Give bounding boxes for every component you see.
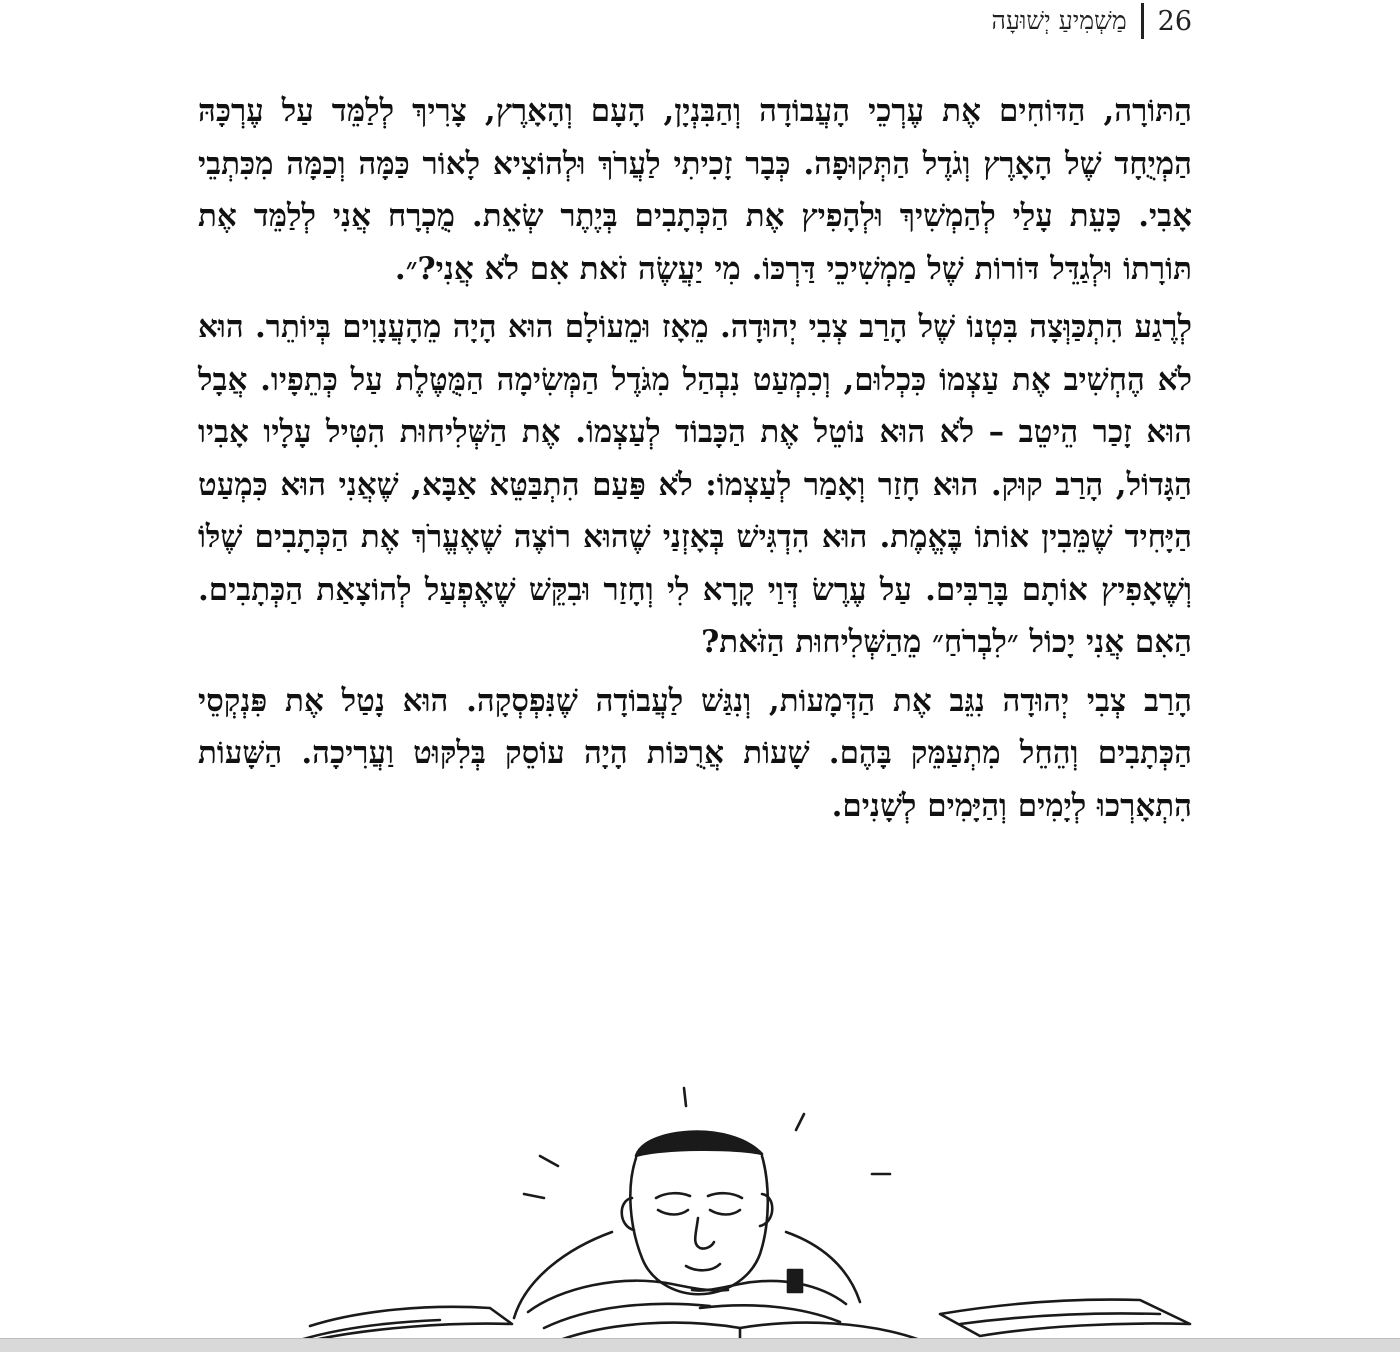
page-number: 26 [1157,5,1192,37]
arm-left [528,1281,728,1312]
book-title: מַשְׁמִיעַ יְשׁוּעָה [991,6,1127,35]
book-left [310,1307,512,1340]
book-right [940,1300,1190,1336]
body-text [198,85,1192,832]
emphasis-mark [524,1194,544,1198]
illustration-man-reading [300,1078,1200,1340]
running-header [991,2,1192,40]
shirt [514,1232,612,1318]
emphasis-mark [540,1156,558,1166]
viewer-bottom-edge [0,1338,1400,1352]
paragraph-3: הָרַב צְבִי יְהוּדָה נִגֵּב אֶת הַדְּמָעוֹת, וְנִגַּשׁ לַעֲבוֹדָה שֶׁנִּפְסְקָה. הוּא נָטַל אֶת פִּנְקְסֵי הַכְּתָבִים וְהֵחֵל מִתְעַמֵּק בָּהֶם. שָׁעוֹת אֲרֻכּוֹת הָיָה עוֹסֵק בְּלִקּוּט וַעֲרִיכָה. הַשָּׁעוֹת הִתְאָרְכוּ לְיָמִים וְהַיָּמִים לְשָׁנִים. [198,682,1192,824]
paragraph-1: הַתּוֹרָה, הַדּוֹחִים אֶת עֶרְכֵי הָעֲבוֹדָה וְהַבִּנְיָן, הָעָם וְהָאָרֶץ, צָרִיךְ לְלַמֵּד עַל עֶרְכָּהּ הַמְיֻחָד שֶׁל הָאָרֶץ וְגֹדֶל הַתְּקוּפָה. כְּבָר זָכִיתִי לַעֲרֹךְ וּלְהוֹצִיא לָאוֹר כַּמָּה וְכַמָּה מִכִּתְבֵי אָבִי. כָּעֵת עָלַי לְהַמְשִׁיךְ וּלְהָפִיץ אֶת הַכְּתָבִים בְּיֶתֶר שְׂאֵת. מֻכְרָח אֲנִי לְלַמֵּד אֶת תּוֹרָתוֹ וּלְגַדֵּל דּוֹרוֹת שֶׁל מַמְשִׁיכֵי דַּרְכּוֹ. מִי יַעֲשֶׂה זֹאת אִם לֹא אֲנִי?״. [198,93,1192,287]
emphasis-mark [684,1088,686,1106]
paragraph-2: לְרֶגַע הִתְכַּוְּצָה בִּטְנוֹ שֶׁל הָרַב צְבִי יְהוּדָה. מֵאָז וּמֵעוֹלָם הוּא הָיָה מֵהָעֲנָוִים בְּיוֹתֵר. הוּא לֹא הֶחְשִׁיב אֶת עַצְמוֹ כִּכְלוּם, וְכִמְעַט נִבְהַל מִגֹּדֶל הַמְּשִׂימָה הַמֻּטֶּלֶת עַל כְּתֵפָיו. אֲבָל הוּא זָכַר הֵיטֵב – לֹא הוּא נוֹטֵל אֶת הַכָּבוֹד לְעַצְמוֹ. אֶת הַשְּׁלִיחוּת הִטִּיל עָלָיו אָבִיו הַגָּדוֹל, הָרַב קוּק. הוּא חָזַר וְאָמַר לְעַצְמוֹ: לֹא פַּעַם הִתְבַּטֵּא אַבָּא, שֶׁאֲנִי הוּא כִּמְעַט הַיָּחִיד שֶׁמֵּבִין אוֹתוֹ בֶּאֱמֶת. הוּא הִדְגִּישׁ בְּאָזְנַי שֶׁהוּא רוֹצֶה שֶׁאֶעֱרֹךְ אֶת הַכְּתָבִים שֶׁלּוֹ וְשֶׁאָפִיץ אוֹתָם בָּרַבִּים. עַל עֶרֶשׂ דְּוַי קָרָא לִי וְחָזַר וּבִקֵּשׁ שֶׁאֶפְעַל לְהוֹצָאַת הַכְּתָבִים. הַאִם אֲנִי יָכוֹל ״לִבְרֹחַ״ מֵהַשְּׁלִיחוּת הַזֹּאת? [198,309,1192,660]
emphasis-mark [796,1114,804,1130]
kippah [636,1132,762,1156]
head [630,1156,767,1294]
